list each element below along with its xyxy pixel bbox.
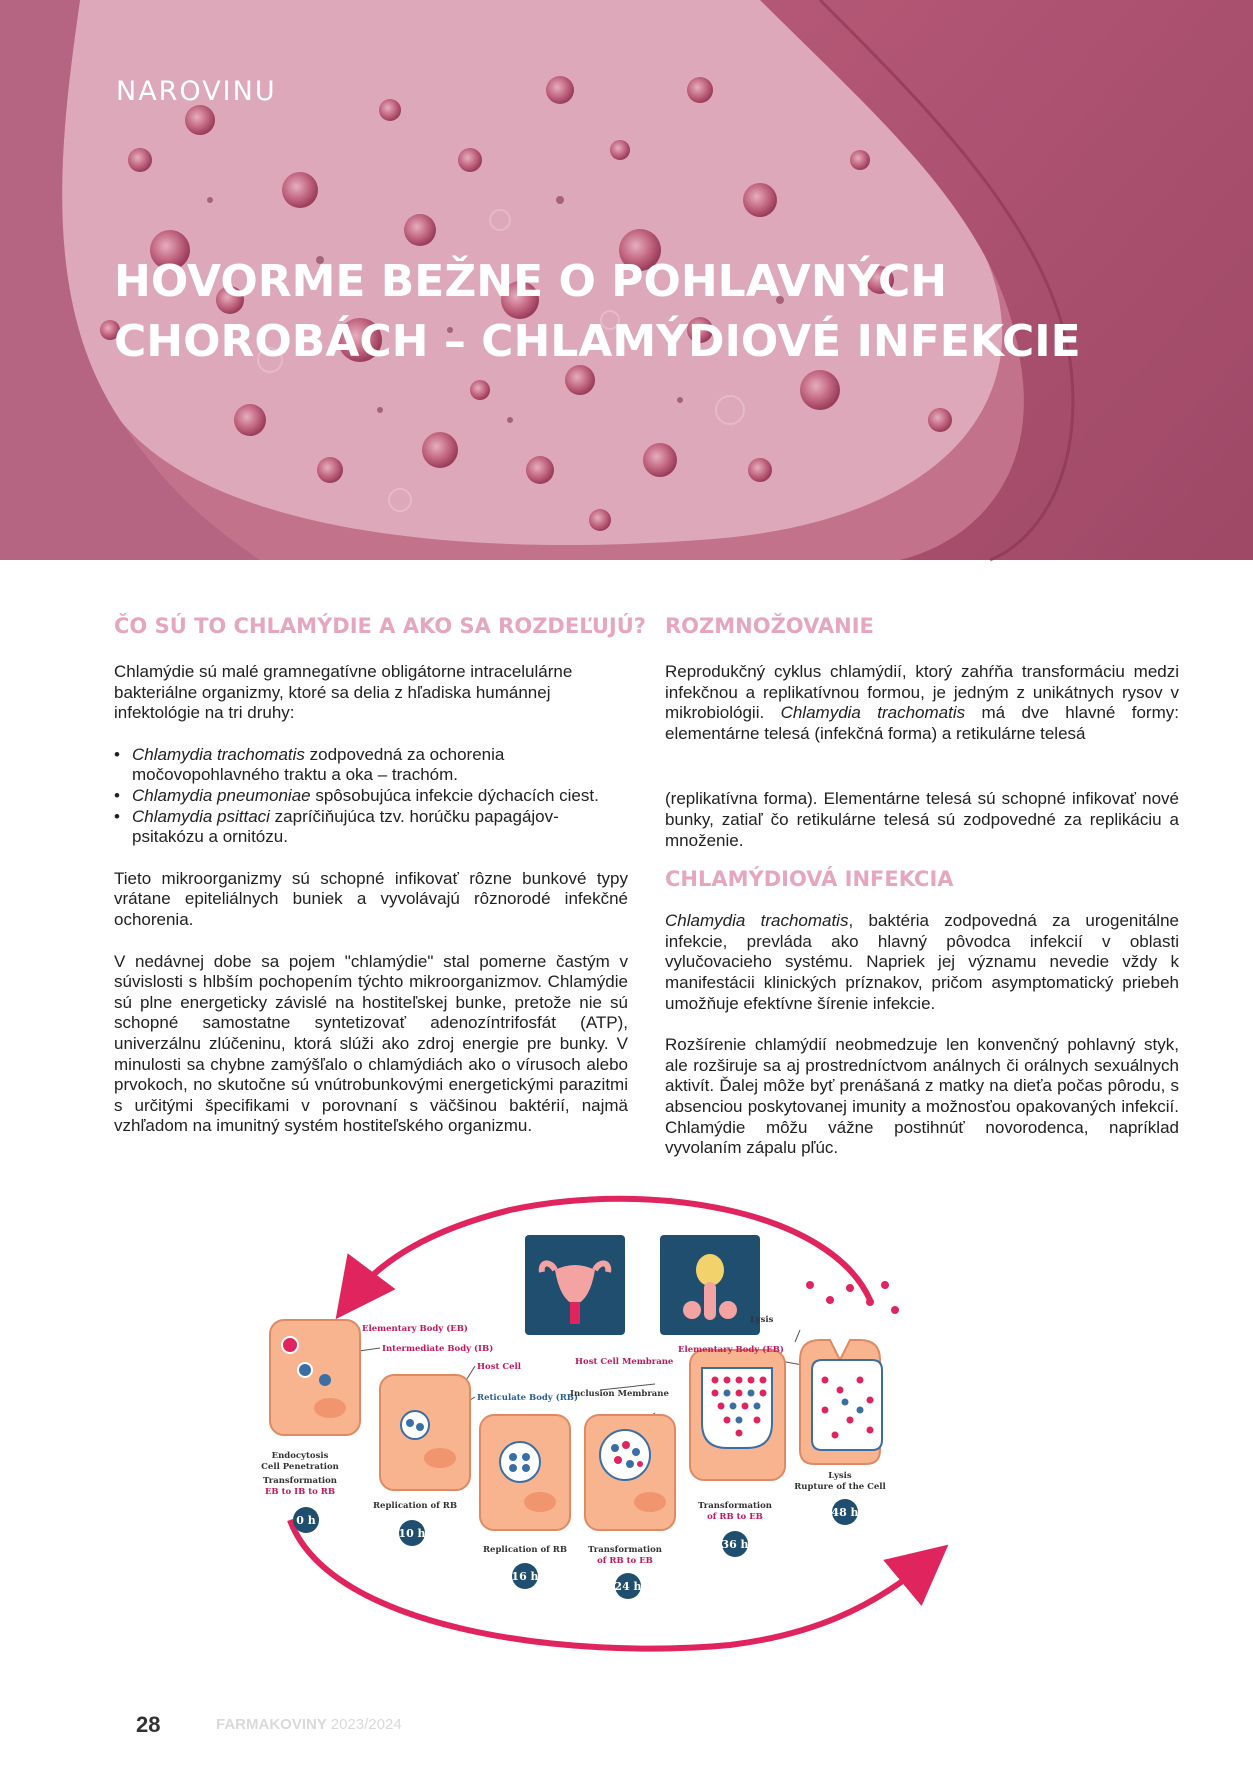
- magazine-name: [216, 1716, 402, 1733]
- r1-text-a: Reprodukčný cyklus chlamýdií, ktorý zahŕňa transformáciu medzi infekčnou a replikatívnou formou, je jedným z unikátnych rysov v mikrobiológii.: [665, 662, 1179, 723]
- chlamydia-lifecycle-diagram: [261, 1190, 1020, 1670]
- stage-24h-line2: of RB to EB: [597, 1556, 653, 1566]
- list-item: [114, 807, 628, 848]
- cell-stage-24h: [585, 1415, 675, 1530]
- svg-text:10 h: 10 h: [398, 1527, 426, 1540]
- left-paragraph-3: V nedávnej dobe sa pojem "chlamýdie" stal pomerne častým v súvislosti s hlbším pochopením týchto mikroorganizmov. Chlamýdie sú plne energeticky závislé na hostiteľskej bunke, pretože nie sú schopné samostatne syntetizovať adenozíntrifosfát (ATP), univerzálnu zlúčeninu, ktorá slúži ako zdroj energie pre bunky. V minulosti sa chybne zamýšľalo o chlamýdiách ako o vírusoch alebo prvokoch, no skutočne sú vnútrobunkovými energetickými parazitmi s určitými špecifikami v porovnaní s väčšinou baktérií, najmä vzhľadom na imunitný systém hostiteľského organizmu.: [114, 951, 628, 1136]
- time-badge-36h: [721, 1531, 748, 1557]
- stage-24h-line1: Transformation: [588, 1545, 662, 1555]
- label-elementary-body: Elementary Body (EB): [362, 1324, 468, 1334]
- left-column: [114, 612, 646, 1158]
- right-heading-infection: CHLAMÝDIOVÁ INFEKCIA: [665, 867, 954, 892]
- r1-text-b: má dve hlavné formy: elementárne telesá (infekčná forma) a retikulárne telesá: [665, 703, 1179, 743]
- species-name: Chlamydia trachomatis: [665, 911, 849, 931]
- species-desc: zodpovedná za ochorenia močovopohlavného traktu a oka – trachóm.: [132, 744, 505, 785]
- cycle-arrow-bottom: [290, 1520, 930, 1649]
- time-badge-10h: [398, 1520, 425, 1546]
- label-inclusion-membrane: Inclusion Membrane: [570, 1389, 669, 1399]
- cell-stage-0h: [270, 1320, 360, 1435]
- stage-0h-line2: Cell Penetration: [261, 1462, 339, 1472]
- species-desc: zapríčiňujúca tzv. horúčku papagájov-psitakózu a ornitózu.: [132, 806, 559, 847]
- svg-text:0 h: 0 h: [296, 1514, 316, 1527]
- magazine-year: 2023/2024: [330, 1716, 402, 1733]
- label-reticulate-body: Reticulate Body (RB): [477, 1393, 578, 1403]
- right-paragraph-3: [665, 911, 1179, 1014]
- species-name: Chlamydia psittaci: [132, 806, 270, 826]
- list-item: [114, 786, 628, 807]
- right-paragraph-4: Rozšírenie chlamýdií neobmedzuje len konvenčný pohlavný styk, ale rozširuje sa aj prostredníctvom análnych či orálnych sexuálnych aktivít. Ďalej môže byť prenášaná z matky na dieťa počas pôrodu, s absenciou poskytovanej imunity a možnosťou opakovaných infekcií. Chlamýdie môžu vážne postihnúť novorodenca, napríklad vyvolaním zápalu pľúc.: [665, 1035, 1179, 1158]
- right-paragraph-2: (replikatívna forma). Elementárne telesá sú schopné infikovať nové bunky, zatiaľ čo retikulárne telesá sú zodpovedné za replikáciu a množenie.: [665, 789, 1179, 850]
- section-label: NAROVINU: [116, 76, 277, 107]
- left-paragraph-2: Tieto mikroorganizmy sú schopné infikovať rôzne bunkové typy vrátane epiteliálnych buniek a vyvolávajú rôznorodé infekčné ochorenia.: [114, 868, 628, 929]
- svg-text:16 h: 16 h: [511, 1570, 539, 1583]
- label-intermediate-body: Intermediate Body (IB): [382, 1344, 494, 1354]
- page-footer: [136, 1712, 402, 1738]
- svg-text:36 h: 36 h: [721, 1538, 749, 1551]
- stage-48h-line1: Lysis: [828, 1471, 852, 1481]
- stage-0h-line4: EB to IB to RB: [264, 1487, 336, 1497]
- cell-stage-16h: [480, 1415, 570, 1530]
- list-item: [114, 745, 628, 786]
- species-name: Chlamydia pneumoniae: [132, 785, 311, 805]
- stage-48h-line2: Rupture of the Cell: [794, 1482, 886, 1492]
- male-reproductive-icon: [660, 1235, 760, 1335]
- label-elementary-body-2: Elementary Body (EB): [678, 1345, 784, 1355]
- species-desc: spôsobujúca infekcie dýchacích ciest.: [310, 785, 599, 805]
- species-list: [114, 745, 628, 848]
- species-name: Chlamydia trachomatis: [132, 744, 305, 764]
- stage-0h-line1: Endocytosis: [271, 1451, 329, 1461]
- stage-0h-line3: Transformation: [263, 1476, 337, 1486]
- stage-36h-line1: Transformation: [698, 1501, 772, 1511]
- magazine-title: FARMAKOVINY: [216, 1716, 327, 1733]
- page-number: 28: [136, 1712, 161, 1737]
- label-host-cell: Host Cell: [477, 1362, 522, 1372]
- time-badge-16h: [511, 1563, 538, 1589]
- cell-stage-48h: [800, 1281, 899, 1464]
- svg-text:24 h: 24 h: [614, 1580, 642, 1593]
- right-column: [665, 612, 1179, 1180]
- female-reproductive-icon: [525, 1235, 625, 1335]
- stage-16h-label: Replication of RB: [482, 1545, 568, 1555]
- stage-36h-line2: of RB to EB: [707, 1512, 763, 1522]
- label-host-cell-membrane: Host Cell Membrane: [575, 1357, 674, 1367]
- title-line-2: CHOROBÁCH – CHLAMÝDIOVÉ INFEKCIE: [114, 316, 1081, 367]
- left-heading: ČO SÚ TO CHLAMÝDIE A AKO SA ROZDEĽUJÚ?: [114, 614, 646, 638]
- right-paragraph-1: [665, 662, 1179, 744]
- hero-banner: [0, 0, 1253, 560]
- title-line-1: HOVORME BEŽNE O POHLAVNÝCH: [114, 256, 948, 307]
- page-title: [114, 252, 1174, 372]
- time-badge-24h: [614, 1573, 641, 1599]
- time-badge-48h: [831, 1499, 858, 1525]
- time-badge-0h: [293, 1507, 319, 1533]
- svg-text:48 h: 48 h: [831, 1506, 859, 1519]
- label-lysis: Lysis: [750, 1315, 774, 1325]
- r3-text: , baktéria zodpovedná za urogenitálne infekcie, prevláda ako hlavný pôvodca infekcií v oblasti vylučovacieho systému. Napriek jej významu nevedie vždy k manifestácii klinických príznakov, pričom asymptomatický priebeh umožňuje efektívne šírenie infekcie.: [665, 911, 1179, 1013]
- stage-10h-label: Replication of RB: [372, 1501, 458, 1511]
- cell-stage-10h: [380, 1375, 470, 1490]
- species-name: Chlamydia trachomatis: [780, 703, 966, 723]
- right-heading-reproduction: ROZMNOŽOVANIE: [665, 614, 874, 638]
- left-intro: Chlamýdie sú malé gramnegatívne obligátorne intracelulárne bakteriálne organizmy, ktoré sa delia z hľadiska humánnej infektológie na tri druhy:: [114, 662, 573, 723]
- cell-stage-36h: [690, 1350, 785, 1480]
